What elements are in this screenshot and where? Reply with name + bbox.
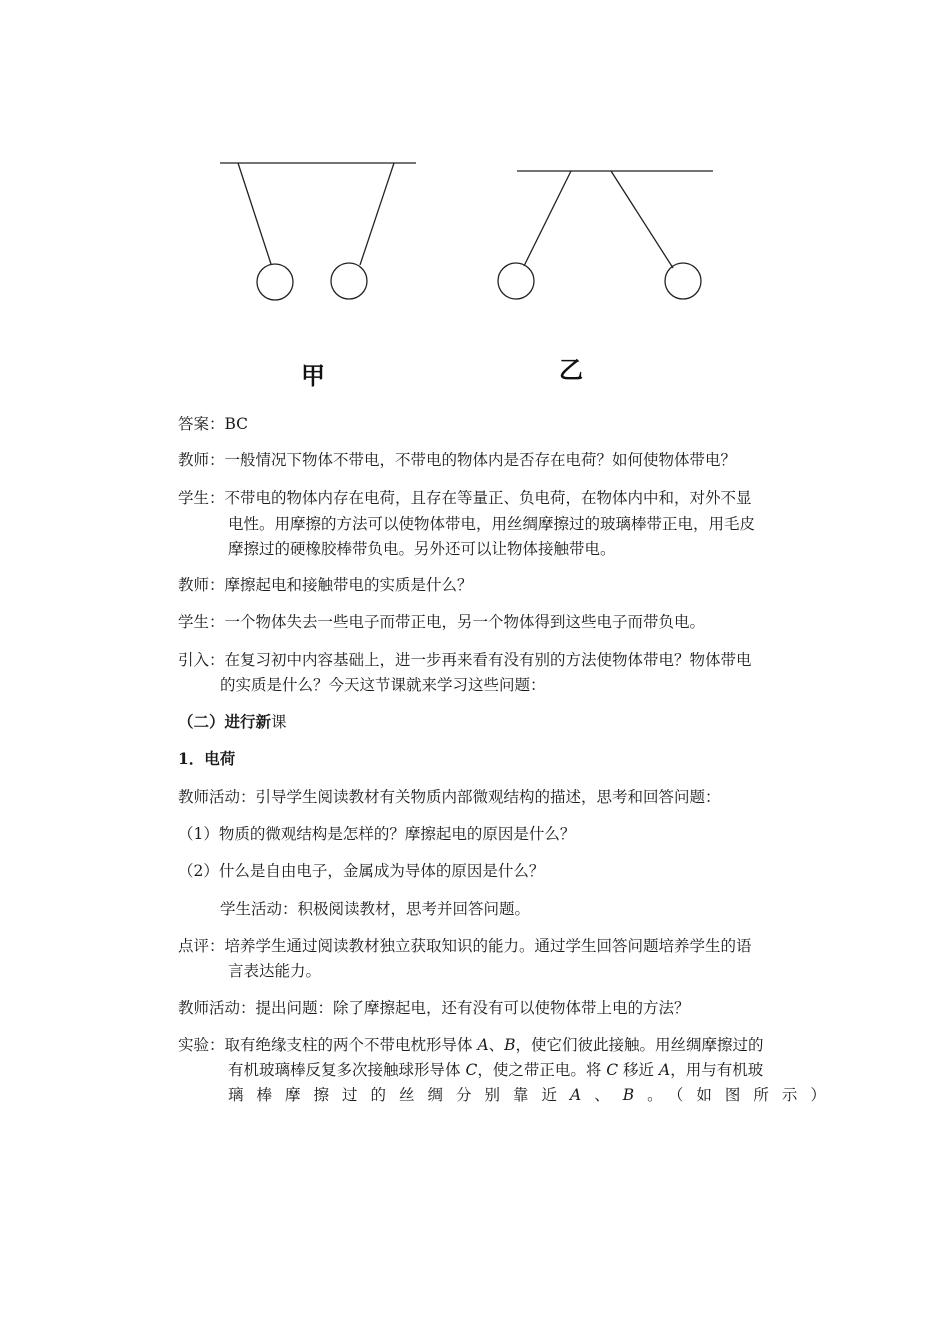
question-item-2: （2）什么是自由电子，金属成为导体的原因是什么？ [178, 862, 545, 880]
yi-string-right [611, 171, 673, 268]
teacher-activity-2: 教师活动：提出问题：除了摩擦起电，还有没有可以使物体带上电的方法？ [178, 999, 690, 1017]
var-A: A [477, 1036, 489, 1054]
jia-string-right [360, 163, 394, 265]
jia-ball-right [331, 263, 367, 299]
jia-string-left [238, 163, 271, 264]
experiment-line-1 [178, 1033, 764, 1057]
comment-line-1: 点评：培养学生通过阅读教材独立获取知识的能力。通过学生回答问题培养学生的语 [178, 937, 752, 955]
var-B: B [622, 1086, 648, 1104]
figure-jia [220, 163, 416, 300]
student-answer-2: 学生：一个物体失去一些电子而带正电，另一个物体得到这些电子而带负电。 [178, 613, 706, 631]
student-answer-1-line-1: 学生：不带电的物体内存在电荷，且存在等量正、负电荷，在物体内中和，对外不显 [178, 489, 752, 507]
intro-line-1: 引入：在复习初中内容基础上，进一步再来看有没有别的方法使物体带电？物体带电 [178, 651, 752, 669]
var-B: B [504, 1036, 516, 1054]
yi-ball-left [498, 263, 534, 299]
experiment-text: 有机玻璃棒反复多次接触球形导体 [228, 1061, 466, 1079]
comment-line-2: 言表达能力。 [228, 962, 322, 980]
experiment-text: 。（如图所示） [647, 1086, 839, 1104]
experiment-text: 、 [594, 1086, 623, 1104]
question-item-1: （1）物质的微观结构是怎样的？摩擦起电的原因是什么？ [178, 825, 576, 843]
experiment-line-2 [228, 1058, 763, 1082]
experiment-text: 移近 [618, 1061, 659, 1079]
experiment-text: ，使它们彼此接触。用丝绸摩擦过的 [515, 1036, 764, 1054]
experiment-text: ，使之带正电。将 [477, 1061, 607, 1079]
var-C: C [465, 1061, 478, 1079]
intro-line-2: 的实质是什么？今天这节课就来学习这些问题： [220, 676, 546, 694]
yi-ball-right [665, 263, 701, 299]
answer-line: 答案：BC [178, 415, 249, 433]
experiment-text: ，用与有机玻 [670, 1061, 764, 1079]
teacher-question-1: 教师：一般情况下物体不带电，不带电的物体内是否存在电荷？如何使物体带电？ [178, 451, 737, 469]
student-answer-1-line-3: 摩擦过的硬橡胶棒带负电。另外还可以让物体接触带电。 [228, 540, 616, 558]
section-heading [178, 710, 287, 734]
experiment-text: 璃棒摩擦过的丝绸分别靠近 [228, 1086, 571, 1104]
figure-label-yi: 乙 [559, 356, 583, 384]
subsection-heading: 1．电荷 [178, 749, 236, 768]
teacher-question-2: 教师：摩擦起电和接触带电的实质是什么？ [178, 576, 473, 594]
pendulum-figure [0, 0, 950, 400]
experiment-text: 实验：取有绝缘支柱的两个不带电枕形导体 [178, 1036, 478, 1054]
student-activity: 学生活动：积极阅读教材，思考并回答问题。 [220, 900, 531, 918]
yi-string-left [524, 171, 571, 266]
figure-label-jia: 甲 [301, 362, 325, 390]
student-answer-1-line-2: 电性。用摩擦的方法可以使物体带电，用丝绸摩擦过的玻璃棒带正电，用毛皮 [228, 515, 756, 533]
experiment-text: 、 [488, 1036, 505, 1054]
var-C: C [606, 1061, 619, 1079]
experiment-line-3 [228, 1083, 839, 1107]
teacher-activity-1: 教师活动：引导学生阅读教材有关物质内部微观结构的描述，思考和回答问题： [178, 788, 721, 806]
var-A: A [570, 1086, 595, 1104]
jia-ball-left [257, 264, 293, 300]
section-heading-normal: 课 [271, 713, 287, 731]
var-A: A [658, 1061, 671, 1079]
section-heading-bold: （二）进行新 [178, 712, 272, 731]
figure-yi [498, 171, 713, 299]
